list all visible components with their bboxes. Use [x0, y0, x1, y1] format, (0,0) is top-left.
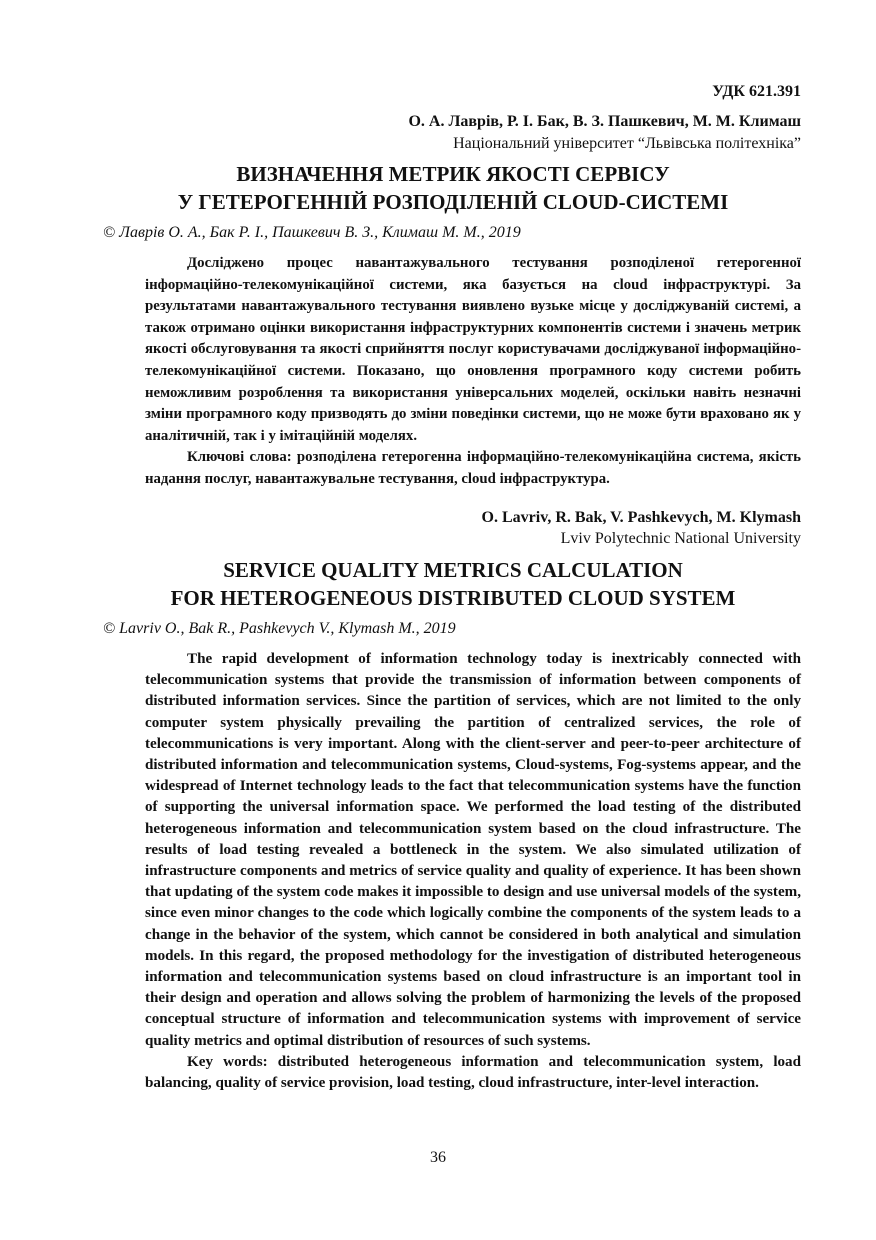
ua-copyright: © Лаврів О. А., Бак Р. І., Пашкевич В. З., Климаш М. М., 2019 — [103, 224, 521, 241]
ua-abstract-text: Досліджено процес навантажувального тестування розподіленої гетерогенної інформаційно-телекомунікаційної системи, яка базується на cloud інфраструктурі. За результатами навантажувального тестування виявлено вузьке місце у досліджуваній системі, а також отримано оцінки використання інфраструктурних компонентів системи і значень метрик якості обслуговування та якості сприйняття послуг користувачами досліджуваної інформаційно-телекомунікаційної системи. Показано, що оновлення програмного коду системи робить неможливим розроблення та використання універсальних моделей, оскільки навіть незначні зміни програмного коду призводять до зміни поведінки системи, що не може бути враховано як у аналітичній, так і у імітаційній моделях. — [145, 255, 801, 444]
ua-affiliation: Національний університет “Львівська політехніка” — [453, 135, 801, 152]
en-abstract-block — [145, 649, 801, 1094]
en-copyright: © Lavriv O., Bak R., Pashkevych V., Klymash M., 2019 — [103, 620, 456, 637]
en-title-line-1: SERVICE QUALITY METRICS CALCULATION — [223, 558, 683, 582]
en-affiliation: Lviv Polytechnic National University — [560, 530, 801, 547]
ua-title-line-2: У ГЕТЕРОГЕННІЙ РОЗПОДІЛЕНІЙ CLOUD-СИСТЕМІ — [177, 190, 729, 214]
udc-code: УДК 621.391 — [712, 83, 801, 100]
ua-abstract-block — [145, 253, 801, 491]
en-authors: O. Lavriv, R. Bak, V. Pashkevych, M. Klymash — [481, 509, 801, 526]
en-keywords: Key words: distributed heterogeneous information and telecommunication system, load balancing, quality of service provision, load testing, cloud infrastructure, inter-level interaction. — [145, 1053, 801, 1092]
ua-title-line-1: ВИЗНАЧЕННЯ МЕТРИК ЯКОСТІ СЕРВІСУ — [236, 162, 670, 186]
en-title — [0, 556, 876, 612]
ua-authors: О. А. Лаврів, Р. І. Бак, В. З. Пашкевич, М. М. Климаш — [408, 113, 801, 130]
ua-title — [0, 160, 876, 216]
en-title-line-2: FOR HETEROGENEOUS DISTRIBUTED CLOUD SYSTEM — [170, 586, 736, 610]
ua-keywords: Ключові слова: розподілена гетерогенна інформаційно-телекомунікаційна система, якість надання послуг, навантажувальне тестування, cloud інфраструктура. — [145, 449, 801, 487]
en-abstract-text: The rapid development of information technology today is inextricably connected with telecommunication systems that provide the transmission of information between components of distributed information services. Since the partition of services, which are not limited to the only computer system physically prevailing the partition of centralized services, the role of telecommunications is very important. Along with the client-server and peer-to-peer architecture of distributed information and telecommunication systems, Cloud-systems, Fog-systems appear, and the widespread of Internet technology leads to the fact that telecommunication systems have the function of supporting the universal information space. We performed the load testing of the distributed heterogeneous information and telecommunication system based on the cloud infrastructure. The results of load testing revealed a bottleneck in the system. We also simulated utilization of infrastructure components and metrics of service quality and quality of experience. It has been shown that updating of the system code makes it impossible to design and use universal models of the system, since even minor changes to the code which logically combine the components of the system leads to a change in the behavior of the system, which cannot be considered in both analytical and simulation models. In this regard, the proposed methodology for the investigation of distributed heterogeneous information and telecommunication systems based on cloud infrastructure is an important tool in their design and operation and allows solving the problem of harmonizing the levels of the proposed conceptual structure of information and telecommunication systems with improvement of service quality metrics and optimal distribution of resources of such systems. — [145, 651, 801, 1049]
page-number: 36 — [430, 1149, 446, 1166]
